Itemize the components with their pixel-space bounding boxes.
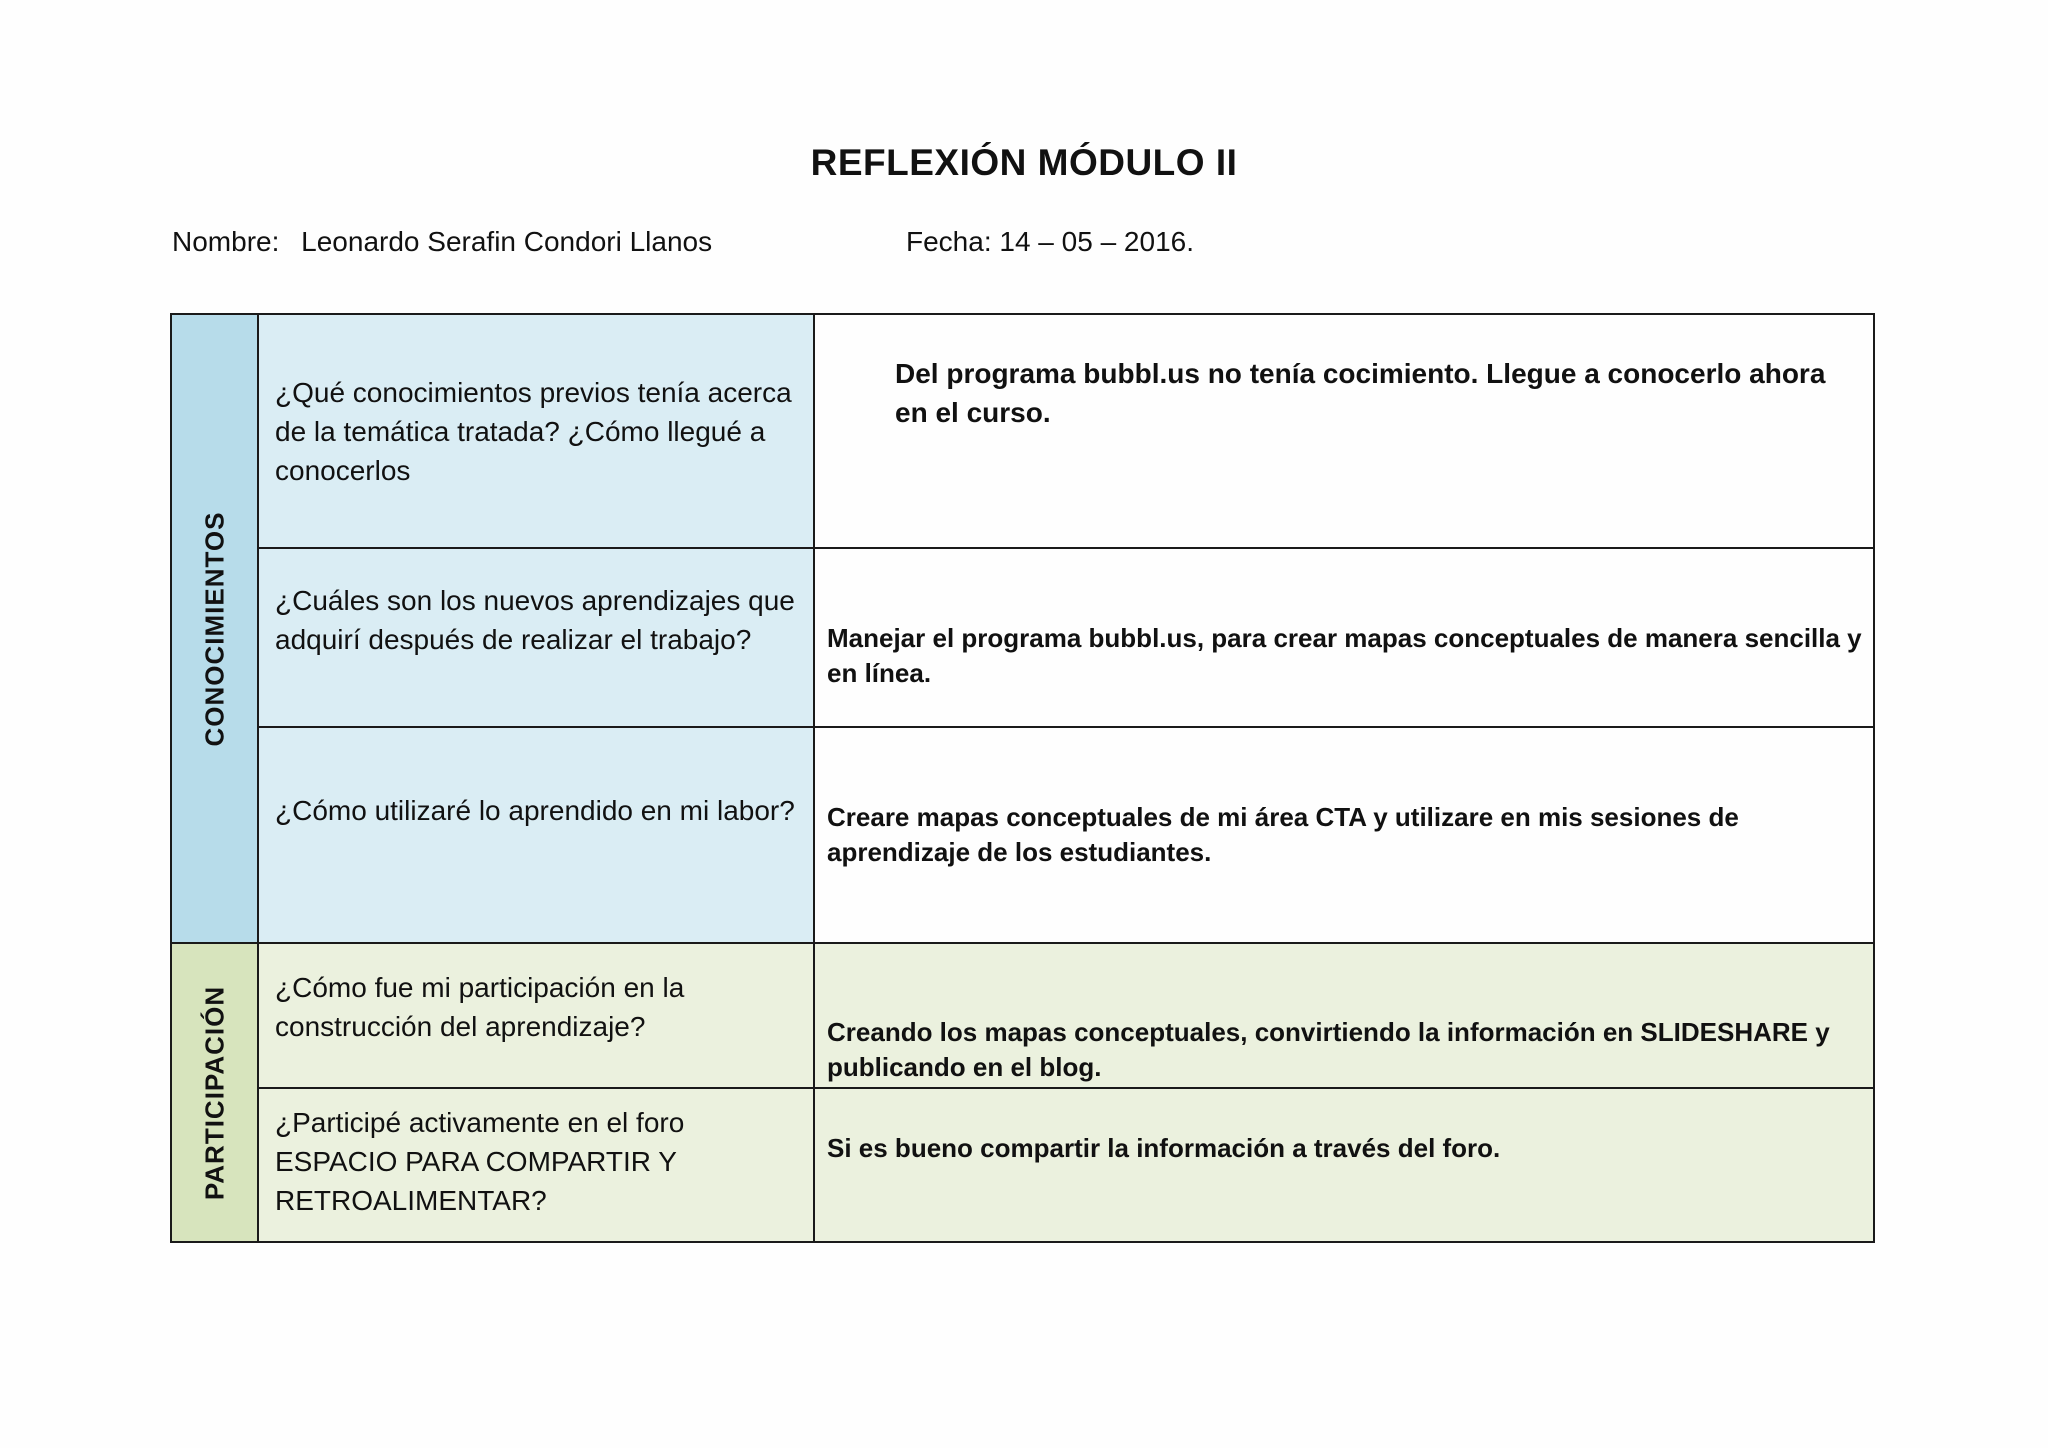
table-row-question [259,315,813,547]
name-label: Nombre: [172,226,280,257]
question-text: ¿Participé activamente en el foro ESPACIO PARA COMPARTIR Y RETROALIMENTAR? [275,1107,685,1216]
reflection-table [170,313,1875,1243]
date-line: Fecha: 14 – 05 – 2016. [906,226,1194,257]
question-text: ¿Qué conocimientos previos tenía acerca de la temática tratada? ¿Cómo llegué a conocerlos [275,377,792,486]
table-row-question [259,1089,813,1241]
page-title: REFLEXIÓN MÓDULO II [810,142,1238,183]
question-text: ¿Cómo fue mi participación en la construcción del aprendizaje? [275,972,685,1042]
grid-divider [172,942,1873,944]
table-row-question [259,944,813,1087]
question-text: ¿Cómo utilizaré lo aprendido en mi labor? [275,795,795,826]
table-row-question [259,728,813,942]
section-title-conocimientos: CONOCIMIENTOS [199,511,229,746]
answer-text: Manejar el programa bubbl.us, para crear mapas conceptuales de manera sencilla y en línea. [827,623,1862,688]
section-title-participacion: PARTICIPACIÓN [199,985,229,1200]
answer-text: Creare mapas conceptuales de mi área CTA y utilizare en mis sesiones de aprendizaje de los estudiantes. [827,802,1739,867]
grid-divider [813,315,815,1241]
section-label-conocimientos [172,315,257,942]
answers-bg-participacion [815,944,1873,1241]
answer-text: Creando los mapas conceptuales, convirtiendo la información en SLIDESHARE y publicando en el blog. [827,1017,1830,1082]
grid-divider [257,315,259,1241]
question-text: ¿Cuáles son los nuevos aprendizajes que adquirí después de realizar el trabajo? [275,585,795,655]
answer-text: Si es bueno compartir la información a través del foro. [827,1133,1501,1163]
table-row-question [259,549,813,726]
section-label-participacion [172,944,257,1241]
grid-divider [257,547,1873,549]
name-value: Leonardo Serafin Condori Llanos [301,226,713,257]
grid-divider [257,726,1873,728]
grid-divider [257,1087,1873,1089]
answer-text: Del programa bubbl.us no tenía cocimiento. Llegue a conocerlo ahora en el curso. [895,358,1826,428]
name-line [172,226,712,258]
